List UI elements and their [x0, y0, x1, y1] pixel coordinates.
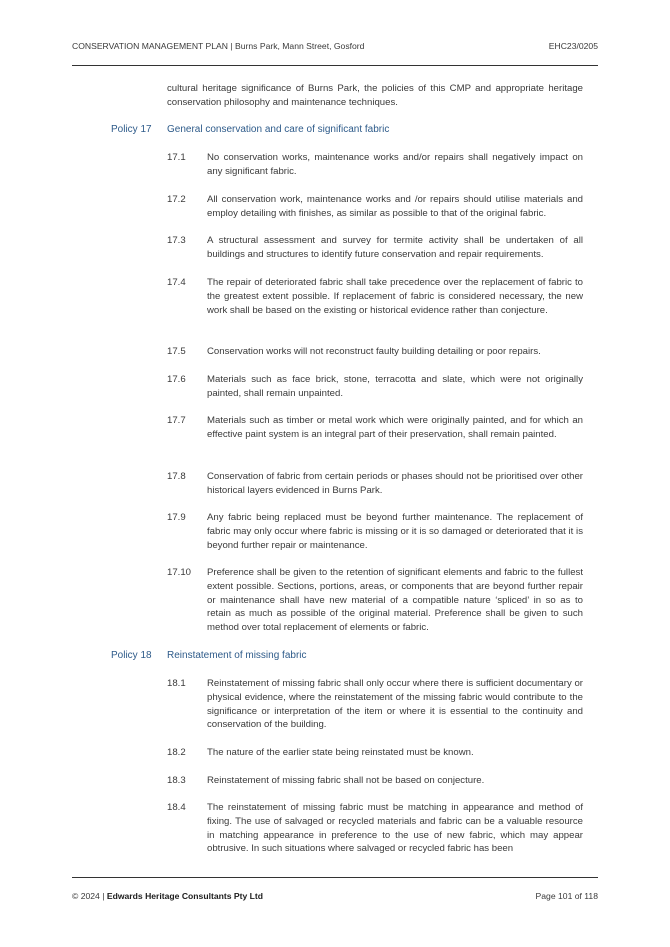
- item-text: Reinstatement of missing fabric shall not be based on conjecture.: [207, 775, 485, 786]
- item-number: 18.3: [167, 775, 186, 786]
- policy-item: [167, 677, 583, 732]
- policy-item: [167, 276, 583, 317]
- item-number: 17.2: [167, 194, 186, 205]
- policy-title: General conservation and care of significant fabric: [167, 124, 390, 135]
- item-text: The repair of deteriorated fabric shall take precedence over the replacement of fabric to the greatest extent possible. If replacement of fabric is considered necessary, the new work shall be based on the existing or historical evidence rather than conjecture.: [207, 277, 583, 316]
- policy-number: Policy 17: [111, 124, 152, 135]
- policy-item: [167, 801, 583, 856]
- policy-item: [167, 774, 583, 788]
- item-text: Any fabric being replaced must be beyond further maintenance. The replacement of fabric may only occur where fabric is missing or it is so damaged or deteriorated that it is beyond further repair or maintenance.: [207, 512, 583, 551]
- item-text: Reinstatement of missing fabric shall only occur where there is sufficient documentary or physical evidence, where the reinstatement of the missing fabric would contribute to the significance or interpretation of the item or where it is essential to the continuity and conservation of the building.: [207, 678, 583, 731]
- item-text: All conservation work, maintenance works and /or repairs should utilise materials and employ detailing with finishes, as similar as possible to that of the original fabric.: [207, 194, 583, 219]
- policy-item: [167, 151, 583, 179]
- intro-paragraph: cultural heritage significance of Burns Park, the policies of this CMP and appropriate heritage conservation philosophy and maintenance techniques.: [167, 83, 583, 108]
- item-number: 17.10: [167, 567, 192, 578]
- item-text: Materials such as timber or metal work which were originally painted, and for which an effective paint system is an integral part of their preservation, shall remain painted.: [207, 415, 583, 440]
- item-text: The reinstatement of missing fabric must be matching in appearance and method of fixing. The use of salvaged or recycled materials and fabric can be a valuable resource in matching appearance in preference to the use of new fabric, which may appear obtrusive. In such situations where salvaged or recycled fabric has been: [207, 802, 583, 855]
- item-number: 17.7: [167, 415, 186, 426]
- item-text: Materials such as face brick, stone, terracotta and slate, which were not originally painted, shall remain unpainted.: [207, 374, 583, 399]
- item-number: 17.1: [167, 152, 186, 163]
- policy-item: [167, 345, 583, 359]
- item-text: No conservation works, maintenance works and/or repairs shall negatively impact on any significant fabric.: [207, 152, 583, 177]
- item-text: A structural assessment and survey for termite activity shall be undertaken of all buildings and structures to identify future conservation and repair requirements.: [207, 235, 583, 260]
- item-text: Preference shall be given to the retention of significant elements and fabric to the fullest extent possible. Sections, portions, areas, or components that are beyond further repair or maintenance shall have new material of a compatible nature ‘spliced’ in so as to retain as much as possible of the original material. Preference shall be given to such method over total replacement of elements or fabric.: [207, 567, 583, 634]
- footer-divider: [72, 877, 598, 878]
- item-number: 17.6: [167, 374, 186, 385]
- item-number: 17.9: [167, 512, 186, 523]
- header-divider: [72, 65, 598, 66]
- policy-item: [167, 470, 583, 498]
- item-number: 17.8: [167, 471, 186, 482]
- footer-copyright: [72, 891, 263, 901]
- policy-item: [167, 566, 583, 635]
- policy-item: [167, 234, 583, 262]
- policy-title: Reinstatement of missing fabric: [167, 650, 307, 661]
- item-number: 18.1: [167, 678, 186, 689]
- page-footer: [72, 891, 598, 903]
- header-reference-number: EHC23/0205: [548, 41, 598, 51]
- policy-item: [167, 414, 583, 442]
- item-number: 18.4: [167, 802, 186, 813]
- company-name: Edwards Heritage Consultants Pty Ltd: [106, 891, 264, 901]
- header-document-title: CONSERVATION MANAGEMENT PLAN | Burns Park, Mann Street, Gosford: [72, 41, 365, 51]
- policy-number: Policy 18: [111, 650, 152, 661]
- policy-item: [167, 193, 583, 221]
- item-number: 18.2: [167, 747, 186, 758]
- item-number: 17.4: [167, 277, 186, 288]
- page-header: [72, 41, 598, 53]
- item-text: The nature of the earlier state being reinstated must be known.: [207, 747, 474, 758]
- policy-item: [167, 511, 583, 552]
- item-text: Conservation works will not reconstruct faulty building detailing or poor repairs.: [207, 346, 541, 357]
- copyright-text: © 2024 |: [72, 891, 105, 901]
- policy-item: [167, 373, 583, 401]
- page-number: Page 101 of 118: [535, 891, 598, 901]
- policy-item: [167, 746, 583, 760]
- item-number: 17.5: [167, 346, 186, 357]
- item-text: Conservation of fabric from certain periods or phases should not be prioritised over other historical layers evidenced in Burns Park.: [207, 471, 583, 496]
- item-number: 17.3: [167, 235, 186, 246]
